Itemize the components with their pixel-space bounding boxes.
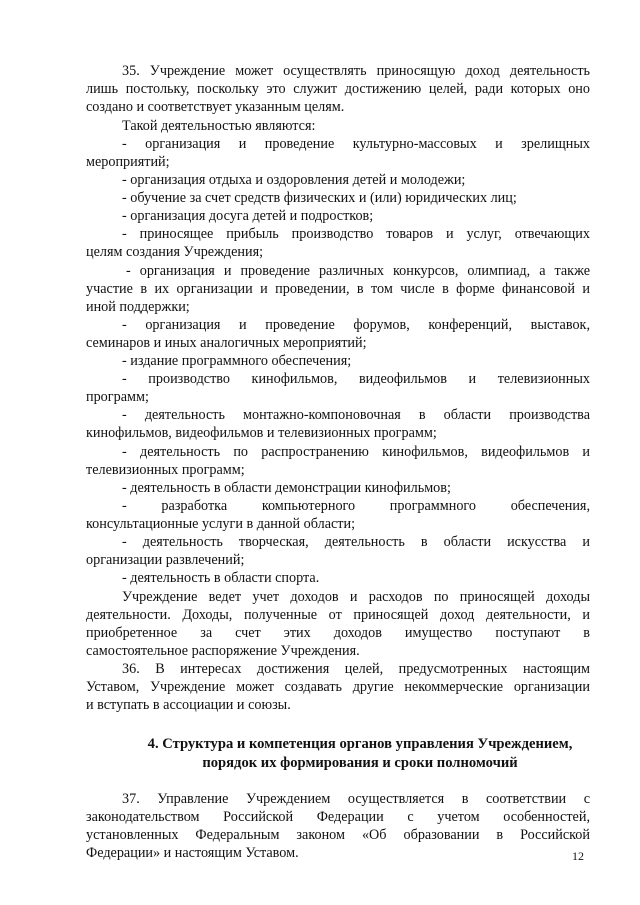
text-line: телевизионных программ; [86, 462, 245, 478]
text-line: - организация и проведение форумов, конференций, выставок, [122, 317, 590, 333]
text-line: программ; [86, 389, 149, 405]
text-line: иной поддержки; [86, 299, 190, 315]
text-line: 36. В интересах достижения целей, предусмотренных настоящим [122, 661, 590, 677]
text-line: - деятельность по распространению кинофильмов, видеофильмов и [122, 444, 590, 460]
text-line: 35. Учреждение может осуществлять приносящую доход деятельность [122, 63, 590, 79]
text-line: Уставом, Учреждение может создавать другие некоммерческие организации [86, 679, 590, 695]
text-line: - издание программного обеспечения; [122, 353, 352, 369]
text-line: Федерации» и настоящим Уставом. [86, 845, 299, 861]
text-line: лишь постольку, поскольку это служит достижению целей, ради которых оно [86, 81, 590, 97]
text-line: установленных Федеральным законом «Об образовании в Российской [86, 827, 590, 843]
text-line: - организация и проведение культурно-массовых и зрелищных [122, 136, 590, 152]
text-line: - обучение за счет средств физических и (или) юридических лиц; [122, 190, 517, 206]
page-number: 12 [572, 849, 584, 863]
text-line: - организация досуга детей и подростков; [122, 208, 374, 224]
text-line: - разработка компьютерного программного обеспечения, [122, 498, 590, 514]
text-line: - организация и проведение различных конкурсов, олимпиад, а также [126, 263, 590, 279]
text-line: создано и соответствует указанным целям. [86, 99, 345, 115]
text-line: мероприятий; [86, 154, 170, 170]
text-line: кинофильмов, видеофильмов и телевизионных программ; [86, 425, 437, 441]
section-heading: порядок их формирования и сроки полномочий [202, 755, 518, 771]
text-line: Учреждение ведет учет доходов и расходов по приносящей доходы [122, 589, 590, 605]
text-line: - производство кинофильмов, видеофильмов и телевизионных [122, 371, 590, 387]
text-line: самостоятельное распоряжение Учреждения. [86, 643, 360, 659]
text-line: - деятельность творческая, деятельность в области искусства и [122, 534, 590, 550]
text-line: - деятельность в области спорта. [122, 570, 320, 586]
text-line: законодательством Российской Федерации с учетом особенностей, [86, 809, 590, 825]
text-line: участие в их организации и проведении, в том числе в форме финансовой и [86, 281, 590, 297]
text-line: организации развлечений; [86, 552, 245, 568]
text-line: приобретенное за счет этих доходов имущество поступают в [86, 625, 590, 641]
text-line: семинаров и иных аналогичных мероприятий; [86, 335, 367, 351]
text-line: целям создания Учреждения; [86, 244, 264, 260]
text-line: Такой деятельностью являются: [122, 118, 316, 134]
section-heading: 4. Структура и компетенция органов управления Учреждением, [147, 736, 573, 752]
text-line: 37. Управление Учреждением осуществляется в соответствии с [122, 791, 590, 807]
text-line: и вступать в ассоциации и союзы. [86, 697, 291, 713]
text-line: - организация отдыха и оздоровления детей и молодежи; [122, 172, 466, 188]
text-line: - деятельность монтажно-компоновочная в области производства [122, 407, 590, 423]
text-line: - деятельность в области демонстрации кинофильмов; [122, 480, 451, 496]
text-line: деятельности. Доходы, полученные от приносящей доход деятельности, и [86, 607, 590, 623]
text-line: консультационные услуги в данной области; [86, 516, 356, 532]
text-line: - приносящее прибыль производство товаров и услуг, отвечающих [122, 226, 590, 242]
